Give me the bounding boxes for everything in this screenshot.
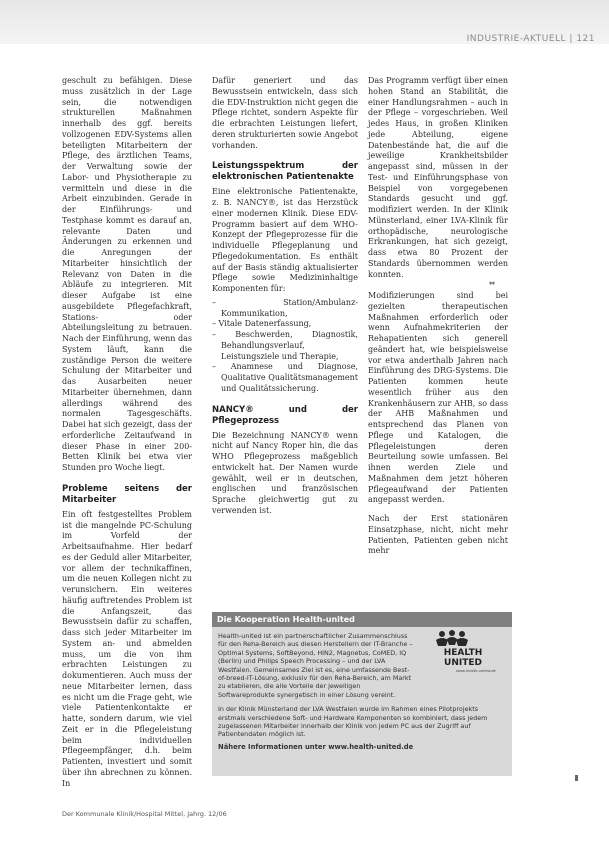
list-item: – Vitale Datenerfassung, [212, 319, 358, 330]
col3-paragraph-1: Das Programm verfügt über einen hohen Stand an Stabilität, die einer Handlungsrahmen – auch in der Pflege – vorgeschrieben. Weil jedes Haus, in großen Kliniken jede Abteilung, eigene Datenbestände hat, die auf die jeweilige Krankheitsbilder angepasst sind, müssen in der Test- und Einführungsphase von Beispiel von vorgegebenen Standards gesucht und ggf. modifiziert werden. In der Klinik Münsterland, einer LVA-Klinik für orthopädische, neurologische Erkrankungen, hat sich gezeigt, dass etwa 80 Prozent der Standards übernommen werden konnten. [368, 76, 508, 279]
text-column-3 [368, 76, 508, 557]
infobox-paragraph-1: Health-united ist ein partnerschaftlicher Zusammenschluss für den Reha-Bereich aus diesen Herstellern der IT-Branche – Optimal Systems, SoftBeyond, HIN2, Magnetus, CoMED, IQ (Berlin) und Philips Speech Processing – und der LVA Westfalen. Gemeinsames Ziel ist es, eine umfassende Best-of-breed-IT-Lösung, exklusiv für den Reha-Bereich, am Markt zu etablieren, die alle Vorteile der jeweiligen Softwareprodukte synergetisch in einer Lösung vereint. [218, 632, 413, 699]
logo-word-bottom: UNITED [444, 658, 482, 668]
list-item: – Anamnese und Diagnose, Qualitative Qualitätsmanagement und Qualitätssicherung. [212, 362, 358, 394]
infobox-more-info-link[interactable]: Nähere Informationen unter www.health-united.de [218, 742, 414, 751]
col3-paragraph-2: Modifizierungen sind bei gezielten therapeutischen Maßnahmen erforderlich oder wenn Aufnahmekriterien der Rehapatienten sich generell geändert hat, wie beispielsweise vor etwa anderthalb Jahren nach Einführung des DRG-Systems. Die Patienten kommen heute wesentlich früher aus den Krankenhäusern zur AHB, so dass der AHB Maßnahmen und entsprechend das Planen von Pflege und Katalogen, die Pflegeleistungen deren Beurteilung sowie umfassen. Bei ihnen werden Ziele und Maßnahmen dem jetzt höheren Pflegeaufwand der Patienten angepasst werden. [368, 291, 508, 505]
col1-intro-paragraph: geschult zu befähigen. Diese muss zusätzlich in der Lage sein, die notwendigen strukturellen Maßnahmen innerhalb des ggf. bereits vollzogenen EDV-Systems allen beteiligten Mitarbeitern der Pflege, des ärztlichen Teams, der Verwaltung sowie der Labor- und Physiotherapie zu vermitteln und diese in die Arbeit einzubinden. Gerade in der Einführungs- und Testphase kommt es darauf an, relevante Daten und Änderungen zu erkennen und die Anregungen der Mitarbeiter hinsichtlich der Relevanz von Daten in die Abläufe zu integrieren. Mit dieser Aufgabe ist eine ausgebildete Pflegefachkraft, Stations- oder Abteilungsleitung zu betrauen. Nach der Einführung, wenn das System läuft, kann die zuständige Person die weitere Schulung der Mitarbeiter und das Ausarbeiten neuer Mitarbeiter übernehmen, dann allerdings während des normalen Tagesgeschäfts. Dabei hat sich gezeigt, dass der erforderliche Zeitaufwand in dieser Phase in einer 200-Betten Klinik bei etwa vier Stunden pro Woche liegt. [62, 76, 192, 472]
col3-paragraph-3: Nach der Erst stationären Einsatzphase, nicht, nicht mehr Patienten, Patienten geben nicht mehr [368, 514, 508, 556]
section-page-label: INDUSTRIE-AKTUELL | 121 [466, 34, 595, 44]
col2-paragraph-2: Die Bezeichnung NANCY® wenn nicht auf Nancy Roper hin, die das WHO Pflegeprozess maßgeblich entwickelt hat. Der Namen wurde gewählt, weil er in deutschen, englischen und französischen Sprache gleichwertig gut zu verwenden ist. [212, 430, 358, 515]
infobox-paragraph-2: In der Klinik Münsterland der LVA Westfalen wurde im Rahmen eines Pilotprojekts erstmals verschiedene Soft- und Hardware Komponenten so kombiniert, dass jedem zugelassenen Mitarbeiter innerhalb der Klinik von jedem PC aus der Zugriff auf Patientendaten möglich ist. [218, 705, 488, 739]
feature-list [212, 298, 358, 395]
col1-paragraph-2: Ein oft festgestelltes Problem ist die mangelnde PC-Schulung im Vorfeld der Arbeitsaufnahme. Hier bedarf es der Geduld aller Mitarbeiter, vor allem der technikaffinen, um die neuen Kollegen nicht zu verunsichern. Ein weiteres häufig auftretendes Problem ist die Anfangszeit, das Bewusstsein dafür zu schaffen, dass sich jeder Mitarbeiter im System an- und abmelden muss, um die von ihm erbrachten Leistungen zu dokumentieren. Auch muss der neue Mitarbeiter lernen, dass es nicht um die Frage geht, wie viele Patientenkontakte er hatte, sondern darum, wie viel Zeit er in die Pflegeleistung beim individuellen Pflegeempfänger, d.h. beim Patienten, investiert und somit über ihn abrechnen zu können. In [62, 509, 192, 788]
margin-marker [575, 775, 578, 781]
text-column-2 [212, 76, 358, 517]
col2-heading-2: NANCY® und der Pflegeprozess [212, 404, 358, 426]
logo-tagline: www.health-united.de [456, 669, 496, 673]
health-united-infobox [212, 612, 512, 776]
text-column-1 [62, 76, 192, 789]
infobox-title: Die Kooperation Health-united [212, 612, 512, 627]
section-break-stars: ** [489, 281, 494, 290]
health-united-logo [422, 628, 504, 674]
people-figures-icon [436, 630, 468, 646]
col2-intro-paragraph: Dafür generiert und das Bewusstsein entwickeln, dass sich die EDV-Instruktion nicht gegen die Pflege richtet, sondern Aspekte für die erbrachten Leistungen liefert, deren strukturierten sowie Angebot vorhanden. [212, 76, 358, 150]
col1-heading: Probleme seitens der Mitarbeiter [62, 483, 192, 505]
col2-heading-1: Leistungsspektrum der elektronischen Patientenakte [212, 161, 358, 183]
list-item: – Station/Ambulanz-Kommunikation, [212, 298, 358, 320]
page-footer: Der Kommunale Klinik/Hospital Mittel, Jahrg. 12/06 [62, 810, 227, 818]
logo-word-top: HEALTH [443, 648, 483, 658]
page-header-band [0, 0, 609, 44]
col2-paragraph-1: Eine elektronische Patientenakte, z. B. NANCY®, ist das Herzstück einer modernen Klinik. Diese EDV-Programm basiert auf dem WHO-Konzept der Pflegeprozesse für die individuelle Pflegeplanung und Pflegedokumentation. Es enthält auf der Basis ständig aktualisierter Pflege sowie Medizininhaltige Komponenten für: [212, 187, 358, 293]
list-item: – Beschwerden, Diagnostik, Behandlungsverlauf, Leistungsziele und Therapie, [212, 330, 358, 362]
